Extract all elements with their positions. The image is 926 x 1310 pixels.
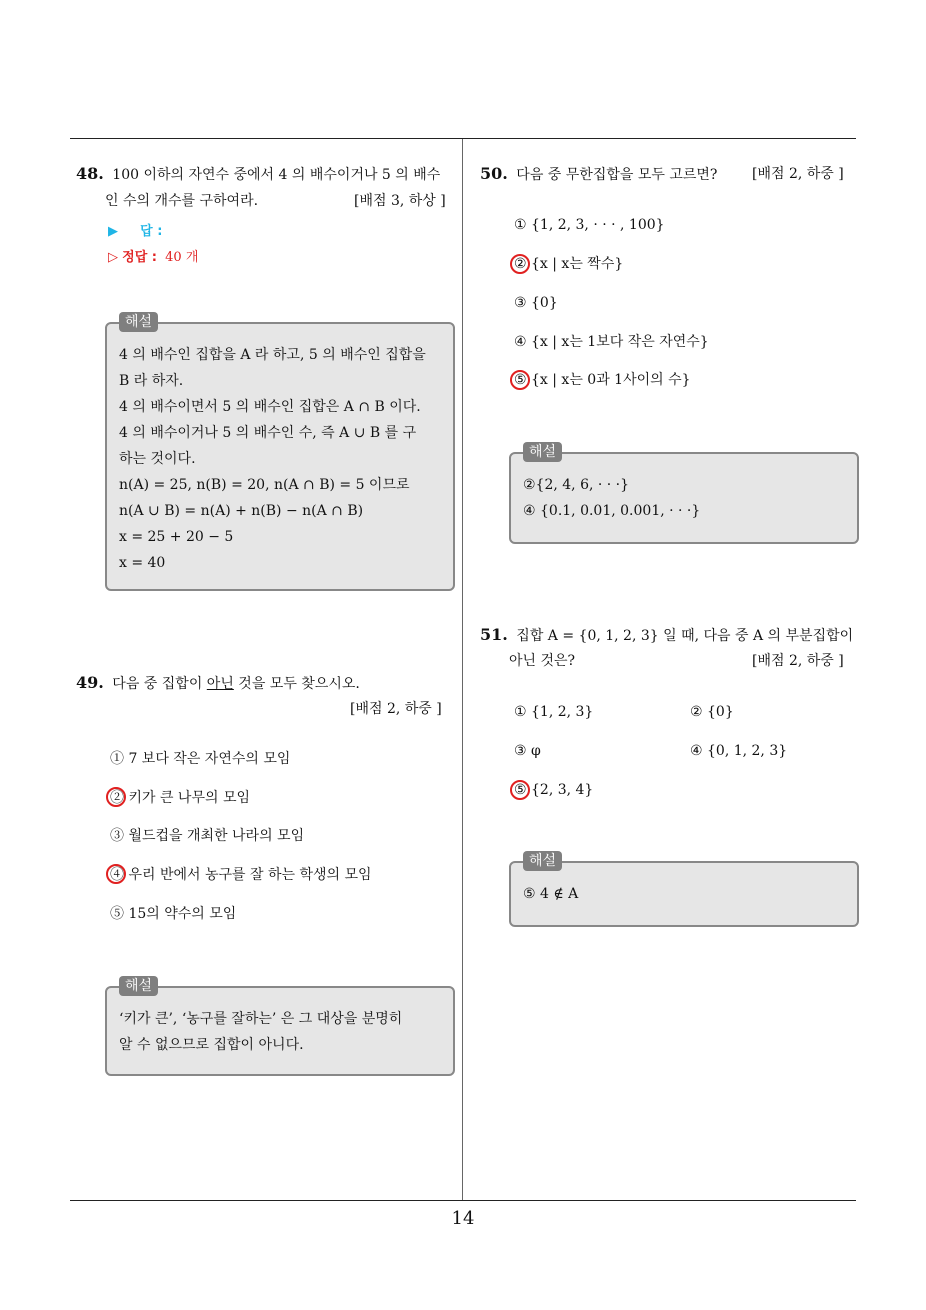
explanation-line: 4 의 배수이거나 5 의 배수인 수, 즉 A ∪ B 를 구 <box>119 425 417 441</box>
explanation-line: x = 40 <box>119 555 166 571</box>
option-5[interactable] <box>514 370 691 390</box>
explanation-line: ‘키가 큰’, ‘농구를 잘하는’ 은 그 대상을 분명히 <box>119 1011 403 1027</box>
explanation-line: x = 25 + 20 − 5 <box>119 529 234 545</box>
play-outline-icon: ▷ <box>108 250 118 265</box>
explanation-title: 해설 <box>119 312 158 332</box>
explanation-box <box>105 314 455 591</box>
option-1[interactable]: ① {1, 2, 3} <box>514 704 594 720</box>
option-3[interactable]: ③ {0} <box>514 295 558 311</box>
question-text: 집합 A = {0, 1, 2, 3} 일 때, 다음 중 A 의 부분집합이 <box>516 628 854 644</box>
option-2[interactable] <box>110 788 250 808</box>
option-3[interactable]: ③ φ <box>514 743 541 759</box>
explanation-box <box>105 978 455 1076</box>
option-5[interactable] <box>514 780 593 800</box>
play-icon: ▶ <box>108 224 118 239</box>
question-text-line2: 아닌 것은? <box>509 653 576 669</box>
question-text-underlined: 아닌 <box>206 676 234 692</box>
selected-circle-icon <box>510 780 530 800</box>
page-number: 14 <box>451 1208 475 1229</box>
question-text-post: 것을 모두 찾으시오. <box>233 676 360 692</box>
selected-circle-icon <box>510 254 530 274</box>
explanation-line: n(A) = 25, n(B) = 20, n(A ∩ B) = 5 이므로 <box>119 477 410 493</box>
option-text: ② 키가 큰 나무의 모임 <box>110 790 250 806</box>
points-label: [배점 2, 하중 ] <box>752 166 844 182</box>
option-1[interactable]: ① 7 보다 작은 자연수의 모임 <box>110 751 291 767</box>
explanation-line: n(A ∪ B) = n(A) + n(B) − n(A ∩ B) <box>119 503 364 519</box>
selected-circle-icon <box>510 370 530 390</box>
question-number: 51. <box>480 625 508 644</box>
points-label: [배점 2, 하중 ] <box>752 653 844 669</box>
option-1[interactable]: ① {1, 2, 3, · · · , 100} <box>514 217 665 233</box>
explanation-line: 4 의 배수인 집합을 A 라 하고, 5 의 배수인 집합을 <box>119 347 426 363</box>
option-2[interactable]: ② {0} <box>690 704 734 720</box>
option-4[interactable]: ④ {x | x는 1보다 작은 자연수} <box>514 334 709 350</box>
column-divider <box>462 139 463 1201</box>
question-number: 49. <box>76 673 104 692</box>
option-3[interactable]: ③ 월드컵을 개최한 나라의 모임 <box>110 828 305 844</box>
question-text-pre: 다음 중 집합이 <box>112 676 207 692</box>
explanation-title: 해설 <box>119 976 158 996</box>
correct-unit: 개 <box>185 250 199 265</box>
option-text: ② {x | x는 짝수} <box>514 256 624 272</box>
question-text: 100 이하의 자연수 중에서 4 의 배수이거나 5 의 배수 <box>112 167 441 183</box>
explanation-line: 4 의 배수이면서 5 의 배수인 집합은 A ∩ B 이다. <box>119 399 421 415</box>
selected-circle-icon <box>106 864 126 884</box>
bottom-rule <box>70 1200 856 1201</box>
explanation-line: 알 수 없으므로 집합이 아니다. <box>119 1037 304 1053</box>
top-rule <box>70 138 856 139</box>
option-text: ⑤ {x | x는 0과 1사이의 수} <box>514 372 691 388</box>
explanation-box <box>509 853 859 927</box>
explanation-line: B 라 하자. <box>119 373 184 389</box>
option-text: ⑤ {2, 3, 4} <box>514 782 594 798</box>
question-number: 48. <box>76 164 104 183</box>
correct-answer-row <box>108 248 198 268</box>
answer-row <box>108 222 162 242</box>
explanation-box <box>509 444 859 544</box>
option-4[interactable] <box>110 865 372 885</box>
correct-value: 40 <box>165 250 182 265</box>
answer-label: 답 : <box>140 224 163 239</box>
explanation-title: 해설 <box>523 851 562 871</box>
explanation-line: ⑤ 4 ∉ A <box>523 886 579 902</box>
option-5[interactable]: ⑤ 15의 약수의 모임 <box>110 906 237 922</box>
question-text: 다음 중 무한집합을 모두 고르면? <box>516 167 718 183</box>
option-4[interactable]: ④ {0, 1, 2, 3} <box>690 743 788 759</box>
option-2[interactable] <box>514 254 623 274</box>
question-number: 50. <box>480 164 508 183</box>
explanation-line: ②{2, 4, 6, · · ·} <box>523 477 630 493</box>
selected-circle-icon <box>106 787 126 807</box>
option-text: ④ 우리 반에서 농구를 잘 하는 학생의 모임 <box>110 867 372 883</box>
points-label: [배점 3, 하상 ] <box>354 193 446 209</box>
points-label: [배점 2, 하중 ] <box>350 701 442 717</box>
explanation-title: 해설 <box>523 442 562 462</box>
explanation-line: 하는 것이다. <box>119 451 196 467</box>
explanation-line: ④ {0.1, 0.01, 0.001, · · ·} <box>523 503 701 519</box>
correct-label: 정답 : <box>122 250 157 265</box>
question-text-line2: 인 수의 개수를 구하여라. <box>105 193 259 209</box>
